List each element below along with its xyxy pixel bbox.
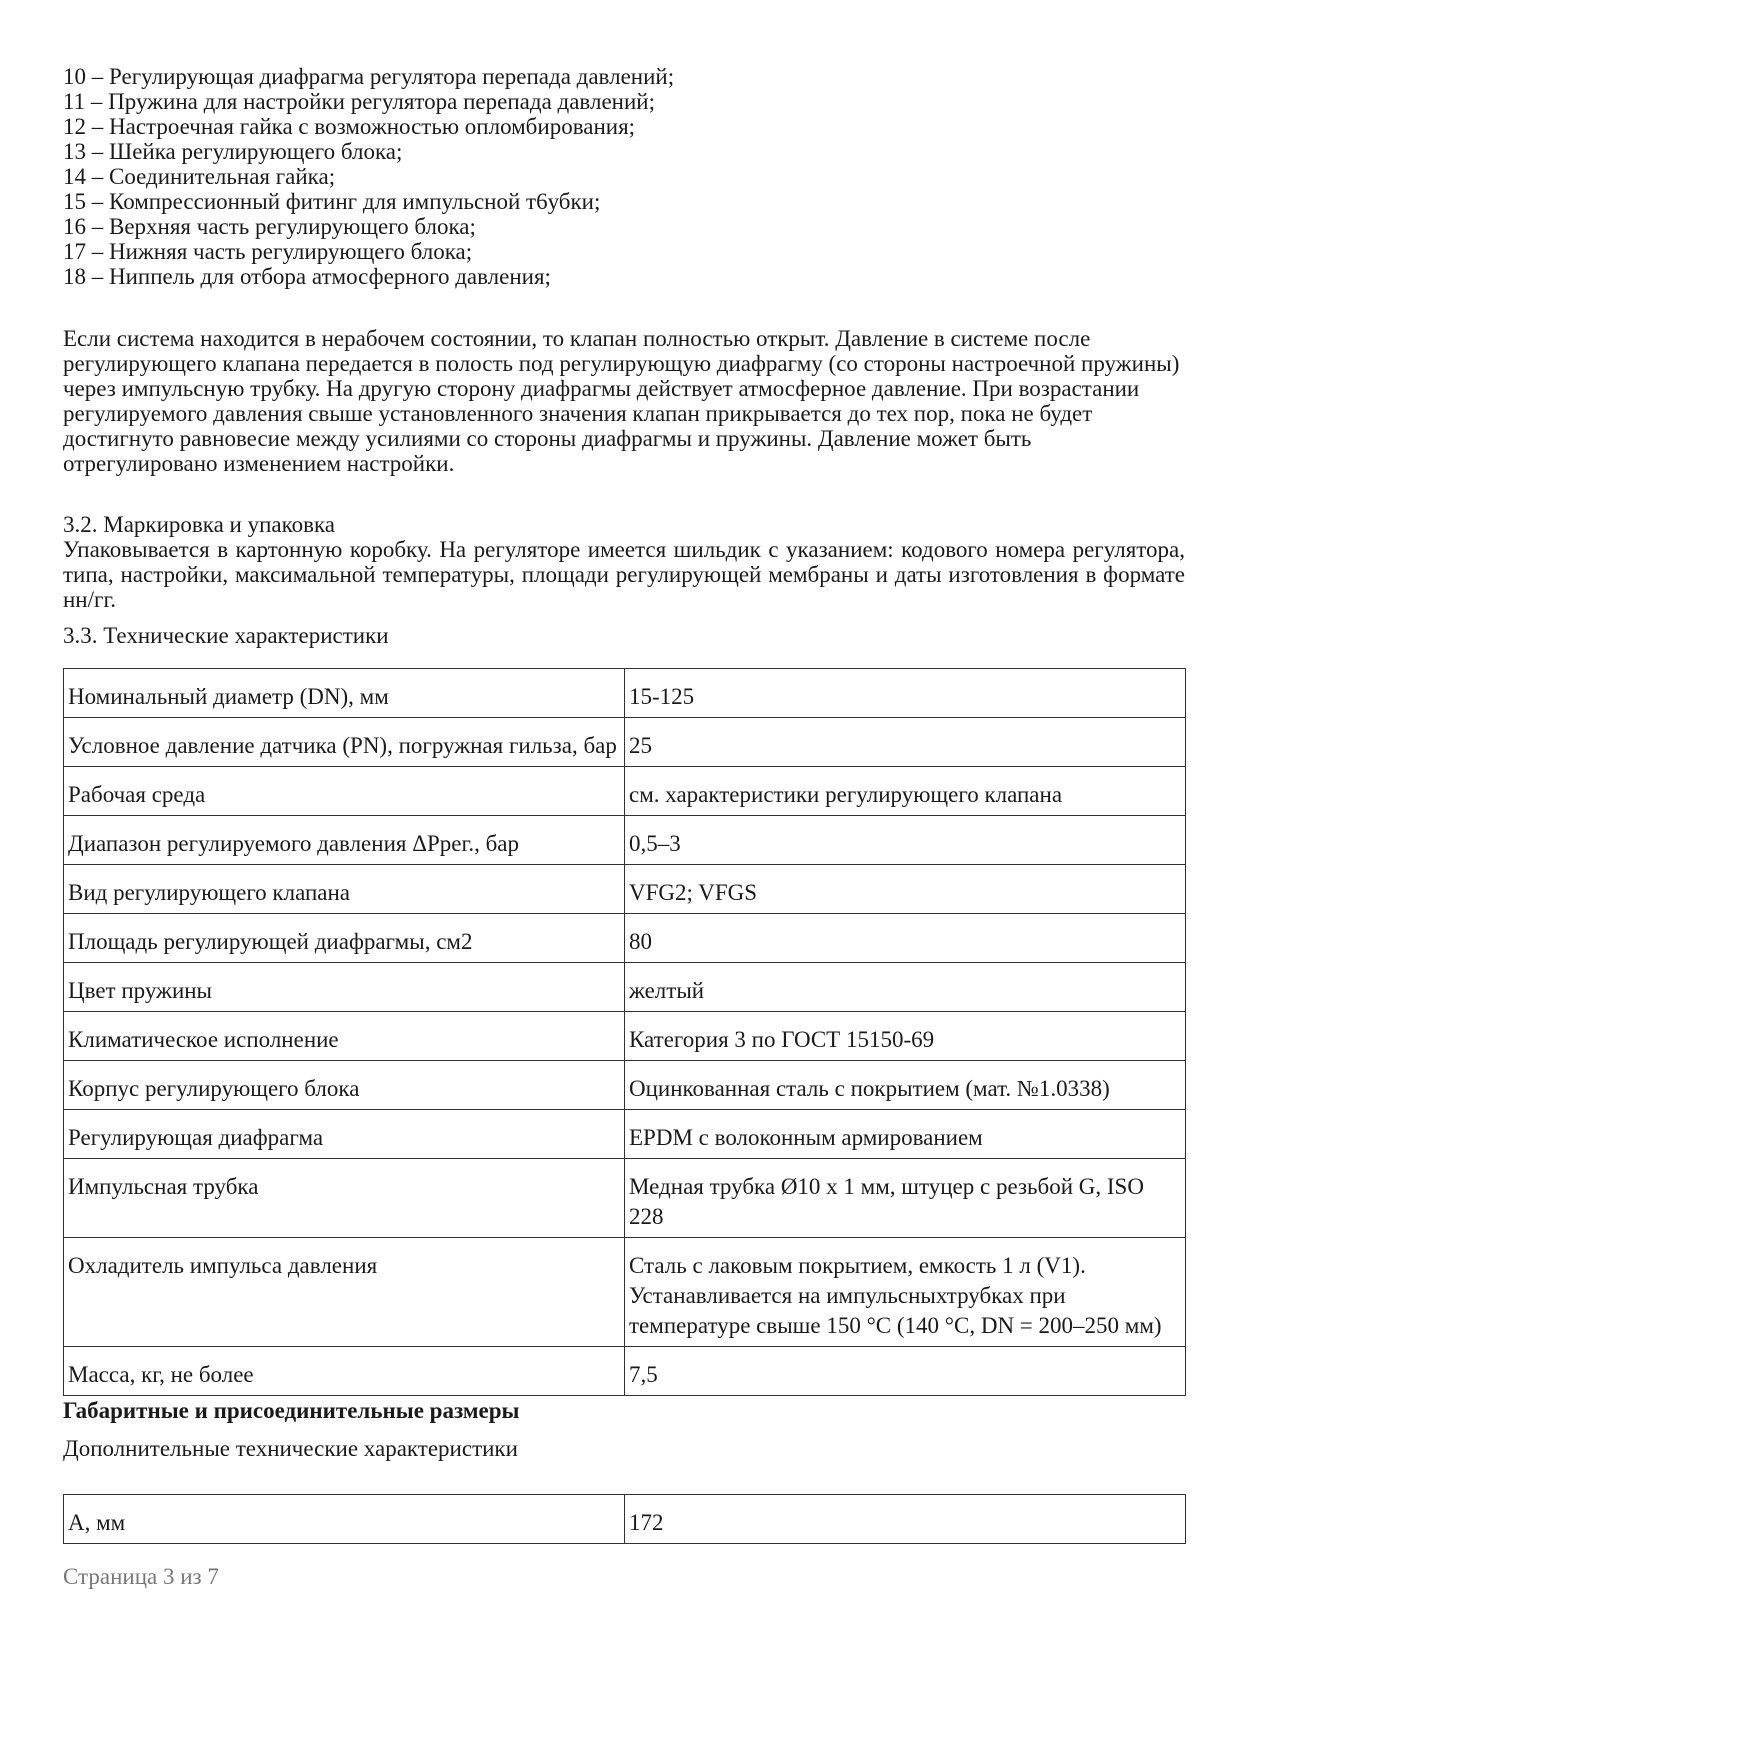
param-value-cell: Медная трубка Ø10 x 1 мм, штуцер с резьбой G, ISO 228 — [625, 1159, 1186, 1238]
section-marking-packaging — [63, 512, 1185, 612]
param-name-cell: Вид регулирующего клапана — [64, 865, 625, 914]
table-row — [64, 1159, 1186, 1238]
table-row — [64, 865, 1186, 914]
param-value-cell: Оцинкованная сталь с покрытием (мат. №1.0338) — [625, 1061, 1186, 1110]
table-row — [64, 1061, 1186, 1110]
dimensions-subtitle: Дополнительные технические характеристики — [63, 1436, 518, 1461]
section-text: Упаковывается в картонную коробку. На регуляторе имеется шильдик с указанием: кодового номера регулятора, типа, настройки, максимальной температуры, площади регулирующей мембраны и даты изготовления в формате нн/гг. — [63, 537, 1185, 612]
param-value-cell: 172 — [625, 1495, 1186, 1544]
operation-description: Если система находится в нерабочем состоянии, то клапан полностью открыт. Давление в системе после регулирующего клапана передается в полость под регулирующую диафрагму (со стороны настроечной пружины) через импульсную трубку. На другую сторону диафрагмы действует атмосферное давление. При возрастании регулируемого давления свыше установленного значения клапан прикрывается до тех пор, пока не будет достигнуто равновесие между усилиями со стороны диафрагмы и пружины. Давление может быть отрегулировано изменением настройки. — [63, 326, 1180, 476]
legend-item: 14 – Соединительная гайка; — [63, 164, 336, 189]
param-name-cell: Диапазон регулируемого давления ΔPрег., бар — [64, 816, 625, 865]
param-name-cell: Номинальный диаметр (DN), мм — [64, 669, 625, 718]
legend-item: 11 – Пружина для настройки регулятора перепада давлений; — [63, 89, 655, 114]
section-heading: 3.2. Маркировка и упаковка — [63, 512, 336, 537]
table-row — [64, 914, 1186, 963]
param-name-cell: Климатическое исполнение — [64, 1012, 625, 1061]
table-row — [64, 1347, 1186, 1396]
param-value-cell: VFG2; VFGS — [625, 865, 1186, 914]
param-name-cell: Охладитель импульса давления — [64, 1238, 625, 1347]
param-name-cell: Регулирующая диафрагма — [64, 1110, 625, 1159]
param-name-cell: Корпус регулирующего блока — [64, 1061, 625, 1110]
legend-item: 18 – Ниппель для отбора атмосферного давления; — [63, 264, 551, 289]
table-row — [64, 1238, 1186, 1347]
param-name-cell: Условное давление датчика (PN), погружная гильза, бар — [64, 718, 625, 767]
table-row — [64, 767, 1186, 816]
legend-item: 15 – Компрессионный фитинг для импульсной т6убки; — [63, 189, 601, 214]
param-name-cell: А, мм — [64, 1495, 625, 1544]
param-value-cell: см. характеристики регулирующего клапана — [625, 767, 1186, 816]
legend-item: 17 – Нижняя часть регулирующего блока; — [63, 239, 473, 264]
dimensions-title: Габаритные и присоединительные размеры — [63, 1398, 520, 1423]
dimensions-table — [63, 1494, 1186, 1544]
param-value-cell: 15-125 — [625, 669, 1186, 718]
legend-item: 10 – Регулирующая диафрагма регулятора перепада давлений; — [63, 64, 675, 89]
table-row — [64, 1495, 1186, 1544]
table-row — [64, 1110, 1186, 1159]
param-name-cell: Площадь регулирующей диафрагмы, см2 — [64, 914, 625, 963]
param-value-cell: EPDM с волоконным армированием — [625, 1110, 1186, 1159]
param-name-cell: Цвет пружины — [64, 963, 625, 1012]
page-footer: Страница 3 из 7 — [63, 1564, 219, 1589]
legend-item: 16 – Верхняя часть регулирующего блока; — [63, 214, 476, 239]
param-value-cell: 80 — [625, 914, 1186, 963]
table-row — [64, 816, 1186, 865]
param-value-cell: 7,5 — [625, 1347, 1186, 1396]
param-name-cell: Рабочая среда — [64, 767, 625, 816]
document-page — [63, 64, 1185, 1590]
param-value-cell: желтый — [625, 963, 1186, 1012]
table-row — [64, 1012, 1186, 1061]
param-value-cell: Категория 3 по ГОСТ 15150-69 — [625, 1012, 1186, 1061]
table-row — [64, 718, 1186, 767]
param-name-cell: Масса, кг, не более — [64, 1347, 625, 1396]
legend-item: 12 – Настроечная гайка с возможностью опломбирования; — [63, 114, 636, 139]
parts-legend-list — [63, 64, 1185, 289]
spec-table — [63, 668, 1186, 1396]
param-name-cell: Импульсная трубка — [64, 1159, 625, 1238]
param-value-cell: Сталь с лаковым покрытием, емкость 1 л (V1). Устанавливается на импульсныхтрубках при температуре свыше 150 °С (140 °С, DN = 200–250 мм) — [625, 1238, 1186, 1347]
table-row — [64, 669, 1186, 718]
param-value-cell: 25 — [625, 718, 1186, 767]
section-heading-specs: 3.3. Технические характеристики — [63, 623, 389, 648]
legend-item: 13 – Шейка регулирующего блока; — [63, 139, 403, 164]
param-value-cell: 0,5–3 — [625, 816, 1186, 865]
table-row — [64, 963, 1186, 1012]
